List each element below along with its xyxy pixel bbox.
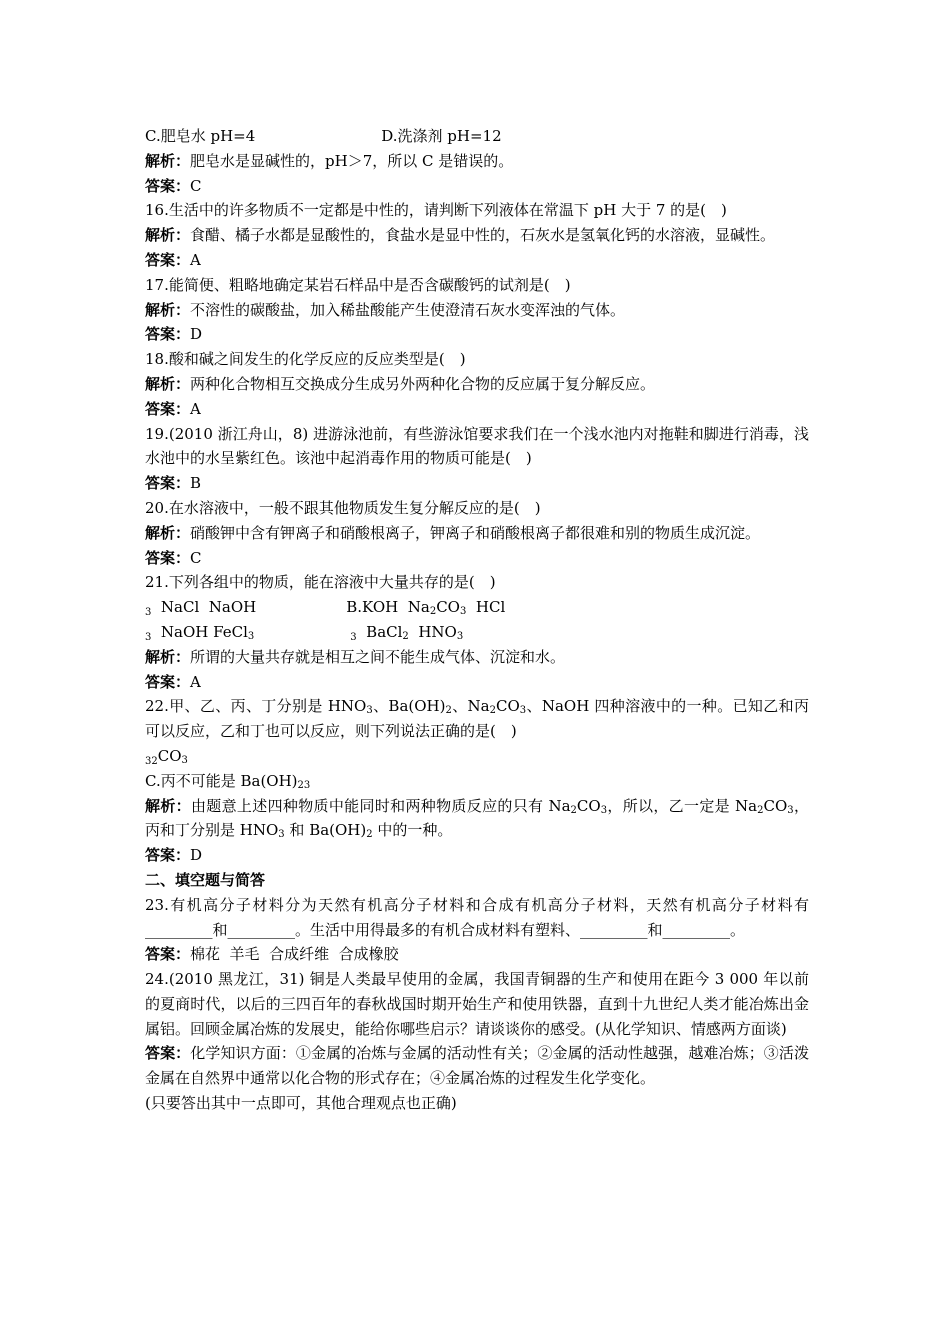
- question-22: 22.甲、乙、丙、丁分别是 $HNO_3$、$Ba(OH)_2$、$Na_2CO_3$、NaOH 四种溶液中的一种。已知乙和丙可以反应，乙和丁也可以反应，则下列说法正确的是( ): [145, 697, 809, 741]
- answer-20: 答案：C: [145, 548, 202, 567]
- option-row-cd: [145, 124, 809, 149]
- question-20: 20.在水溶液中，一般不跟其他物质发生复分解反应的是( ): [145, 498, 541, 517]
- question-21: 21.下列各组中的物质，能在溶液中大量共存的是( ): [145, 573, 496, 592]
- analysis-21: 解析：所谓的大量共存就是相互之间不能生成气体、沉淀和水。: [145, 647, 566, 666]
- answer-label: 答案：: [145, 176, 191, 195]
- answer-16: 答案：A: [145, 250, 201, 269]
- question-19: 19.(2010 浙江舟山，8) 进游泳池前，有些游泳馆要求我们在一个浅水池内对拖鞋和脚进行消毒，浅水池中的水呈紫红色。该池中起消毒作用的物质可能是( ): [145, 424, 809, 468]
- option-row-22a: $_{32}CO_3$: [145, 746, 188, 767]
- analysis-15: 解析：肥皂水是显碱性的，pH＞7，所以 C 是错误的。: [145, 151, 514, 170]
- analysis-label: 解析：: [145, 151, 191, 170]
- question-18: 18.酸和碱之间发生的化学反应的反应类型是( ): [145, 350, 466, 369]
- analysis-20: 解析：硝酸钾中含有钾离子和硝酸根离子，钾离子和硝酸根离子都很难和别的物质生成沉淀。: [145, 523, 761, 542]
- answer-17: 答案：D: [145, 325, 203, 344]
- option-row-ab: $_3$ NaCl NaOH B.KOH $Na_2CO_3$ HCl: [145, 598, 506, 619]
- option-d: D.洗涤剂 pH=12: [381, 127, 502, 145]
- answer-19: 答案：B: [145, 474, 202, 493]
- option-b: B.KOH $Na_2CO_3$ HCl: [346, 598, 506, 618]
- analysis-18: 解析：两种化合物相互交换成分生成另外两种化合物的反应属于复分解反应。: [145, 374, 656, 393]
- answer-24-note: (只要答出其中一点即可，其他合理观点也正确): [145, 1094, 457, 1113]
- option-row-22c: C.丙不可能是 $Ba(OH)_{23}$: [145, 771, 311, 791]
- answer-22: 答案：D: [145, 846, 203, 865]
- option-c-21: NaOH FeCl$_3$: [160, 622, 255, 642]
- answer-23: 答案：棉花 羊毛 合成纤维 合成橡胶: [145, 945, 399, 964]
- answer-18: 答案：A: [145, 399, 201, 418]
- option-c: C.肥皂水 pH=4: [145, 127, 256, 145]
- question-24: 24.(2010 黑龙江，31) 铜是人类最早使用的金属，我国青铜器的生产和使用在距今 3 000 年以前的夏商时代，以后的三四百年的春秋战国时期开始生产和使用铁器，直到十九世纪人类才能冶炼出金属铝。回顾金属冶炼的发展史，能给你哪些启示？请谈谈你的感受。(从化学知识、情感两方面谈): [145, 970, 809, 1038]
- analysis-22: 解析：由题意上述四种物质中能同时和两种物质反应的只有 $Na_2CO_3$，所以，乙一定是 $Na_2CO_3$，丙和丁分别是 $HNO_3$ 和 $Ba(OH)_2$ 中的一种。: [145, 796, 809, 841]
- option-d-21: BaCl$_2$ $HNO_3$: [366, 622, 464, 642]
- question-23: 23.有机高分子材料分为天然有机高分子材料和合成有机高分子材料，天然有机高分子材料有_________和_________。生活中用得最多的有机合成材料有塑料、_________和_________。: [145, 895, 809, 939]
- answer-21: 答案：A: [145, 672, 201, 691]
- option-row-cd-21: $_3$ NaOH FeCl$_3$ $_3$ BaCl$_2$ $HNO_3$: [145, 622, 464, 643]
- analysis-16: 解析：食醋、橘子水都是显酸性的，食盐水是显中性的，石灰水是氢氧化钙的水溶液，显碱性。: [145, 226, 776, 245]
- answer-15: 答案：C: [145, 176, 202, 195]
- document-body: [145, 124, 809, 1116]
- answer-24: 答案：化学知识方面：①金属的冶炼与金属的活动性有关；②金属的活动性越强，越难冶炼；③活泼金属在自然界中通常以化合物的形式存在；④金属冶炼的过程发生化学变化。: [145, 1044, 809, 1088]
- section-heading: 二、填空题与简答: [145, 870, 266, 889]
- question-16: 16.生活中的许多物质不一定都是中性的，请判断下列液体在常温下 pH 大于 7 的是( ): [145, 201, 727, 220]
- option-a: NaCl NaOH: [160, 598, 257, 617]
- analysis-17: 解析：不溶性的碳酸盐，加入稀盐酸能产生使澄清石灰水变浑浊的气体。: [145, 300, 626, 319]
- question-17: 17.能简便、粗略地确定某岩石样品中是否含碳酸钙的试剂是( ): [145, 275, 571, 294]
